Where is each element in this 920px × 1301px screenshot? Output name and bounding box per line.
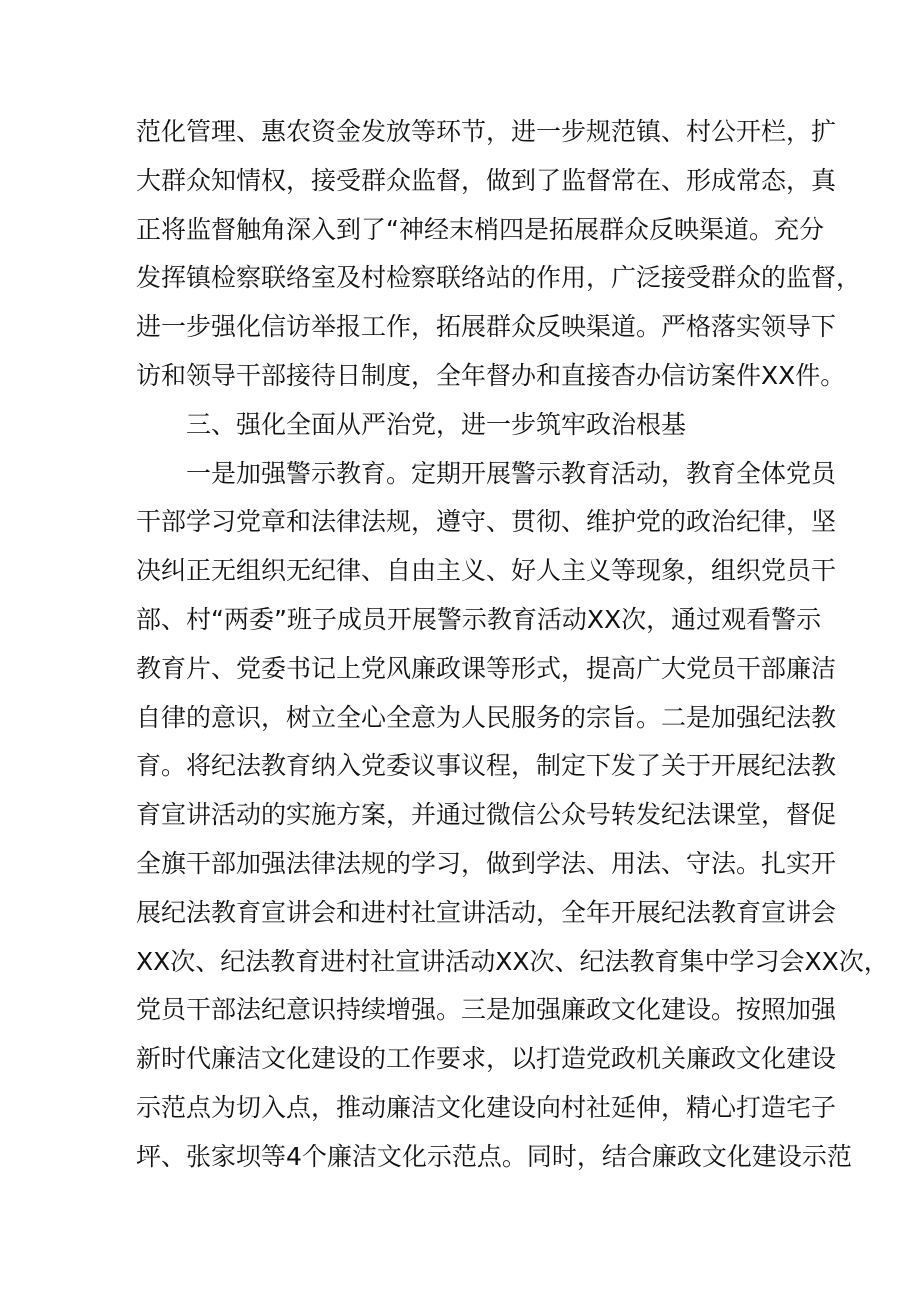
paragraph-line: 新时代廉洁文化建设的工作要求，以打造党政机关廉政文化建设 <box>136 1044 837 1074</box>
paragraph-line: 访和领导干部接待日制度，全年督办和直接杳办信访案件XX件。 <box>136 360 846 390</box>
paragraph-line: 正将监督触角深入到了“神经末梢四是拓展群众反映渠道。充分 <box>136 214 824 244</box>
paragraph-line: 一是加强警示教育。定期开展警示教育活动，教育全体党员 <box>186 458 837 488</box>
paragraph-line: 干部学习党章和法律法规，遵守、贯彻、维护党的政治纪律，坚 <box>136 507 837 537</box>
paragraph-line: 坪、张家坝等4个廉洁文化示范点。同时，结合廉政文化建设示范 <box>136 1141 852 1171</box>
section-heading: 三、强化全面从严治党，进一步筑牢政治根基 <box>186 409 687 439</box>
paragraph-line: 育宣讲活动的实施方案，并通过微信公众号转发纪法课堂，督促 <box>136 800 837 830</box>
paragraph-line: 自律的意识，树立全心全意为人民服务的宗旨。二是加强纪法教 <box>136 702 837 732</box>
paragraph-line: 范化管理、惠农资金发放等环节，进一步规范镇、村公开栏，扩 <box>136 117 837 146</box>
paragraph-line: 进一步强化信访举报工作，拓展群众反映渠道。严格落实领导下 <box>136 312 837 342</box>
paragraph-line: 示范点为切入点，推动廉洁文化建设向村社延伸，精心打造宅子 <box>136 1092 837 1122</box>
paragraph-line: 发挥镇检察联络室及村检察联络站的作用，广泛接受群众的监督， <box>136 263 862 293</box>
paragraph-line: 教育片、党委书记上党风廉政课等形式，提高广大党员干部廉洁 <box>136 653 837 683</box>
paragraph-line: 育。将纪法教育纳入党委议事议程，制定下发了关于开展纪法教 <box>136 751 837 781</box>
paragraph-line: 决纠正无组织无纪律、自由主义、好人主义等现象，组织党员干 <box>136 556 837 586</box>
paragraph-line: 全旗干部加强法律法规的学习，做到学法、用法、守法。扎实开 <box>136 848 837 878</box>
document-page <box>136 108 889 1182</box>
paragraph-line: XX次、纪法教育进村社宣讲活动XX次、纪法教育集中学习会XX次， <box>136 946 889 976</box>
paragraph-line: 部、村“两委”班子成员开展警示教育活动XX次，通过观看警示 <box>136 604 822 634</box>
paragraph-line: 展纪法教育宣讲会和进村社宣讲活动，全年开展纪法教育宣讲会 <box>136 897 837 927</box>
paragraph-line: 党员干部法纪意识持续增强。三是加强廉政文化建设。按照加强 <box>136 995 837 1025</box>
paragraph-line: 大群众知情权，接受群众监督，做到了监督常在、形成常态，真 <box>136 165 837 195</box>
